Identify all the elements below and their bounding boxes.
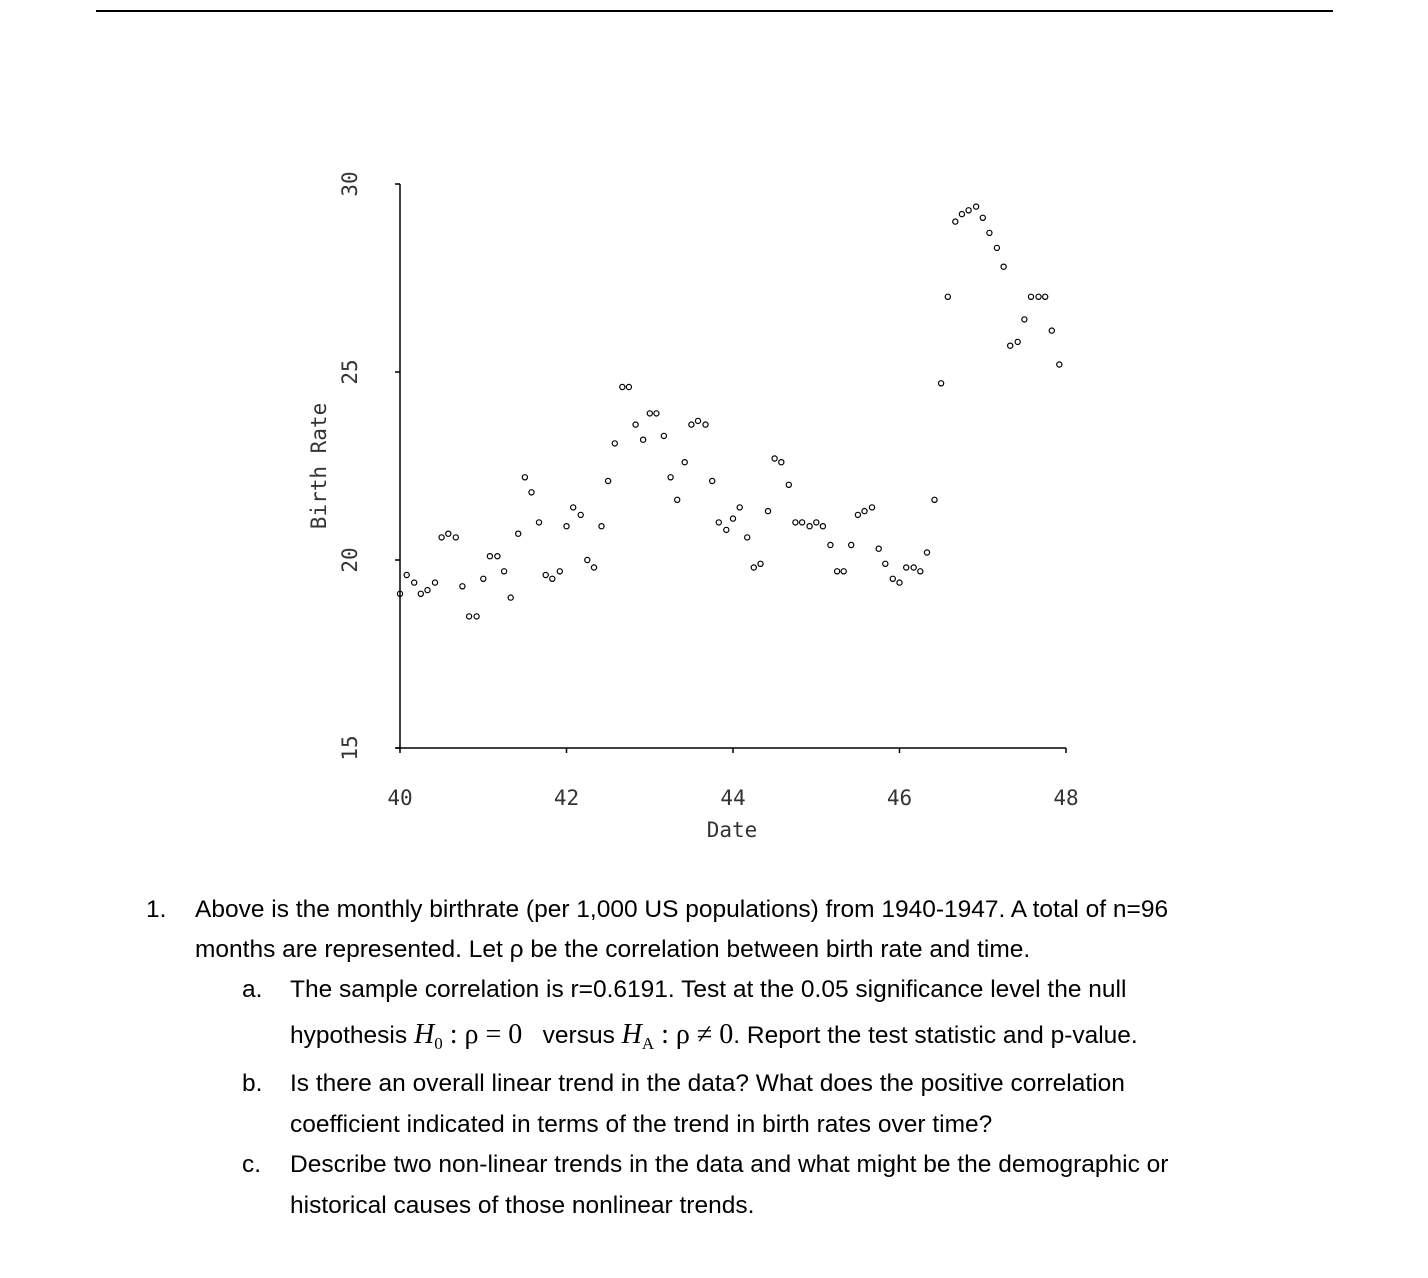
y-axis-label: Birth Rate (307, 402, 331, 530)
data-point (591, 565, 596, 570)
data-point (876, 546, 881, 551)
data-point (599, 524, 604, 529)
x-tick-label: 44 (720, 786, 746, 810)
data-point (626, 384, 631, 389)
data-point (716, 520, 721, 525)
question-number: 1. (146, 896, 167, 923)
data-point (606, 478, 611, 483)
data-point (869, 505, 874, 510)
hypothesis-word: hypothesis (290, 1022, 408, 1049)
part-b-label: b. (242, 1070, 263, 1097)
data-point (945, 294, 950, 299)
data-point (543, 572, 548, 577)
data-point (862, 509, 867, 514)
data-point (412, 580, 417, 585)
data-point (404, 572, 409, 577)
data-point (786, 482, 791, 487)
data-point (474, 614, 479, 619)
data-point (966, 208, 971, 213)
x-tick-label: 42 (553, 786, 580, 810)
data-point (745, 535, 750, 540)
alt-hypothesis-formula (621, 1019, 734, 1053)
x-tick-label: 40 (387, 786, 413, 810)
x-axis-label: Date (706, 818, 758, 842)
part-c-line-2: historical causes of those nonlinear trends. (290, 1192, 755, 1219)
data-point (487, 554, 492, 559)
data-point (758, 561, 763, 566)
data-point (918, 569, 923, 574)
data-point (953, 219, 958, 224)
data-point (695, 418, 700, 423)
data-point (772, 456, 777, 461)
data-point (904, 565, 909, 570)
data-point (578, 512, 583, 517)
data-point (481, 576, 486, 581)
data-point (828, 542, 833, 547)
data-point (529, 490, 534, 495)
data-point (675, 497, 680, 502)
data-point (730, 516, 735, 521)
data-point (1057, 362, 1062, 367)
data-point (612, 441, 617, 446)
data-point (641, 437, 646, 442)
data-point (467, 614, 472, 619)
data-point (793, 520, 798, 525)
data-point (855, 512, 860, 517)
part-a-label: a. (242, 976, 263, 1003)
data-point (849, 542, 854, 547)
data-point (1043, 294, 1048, 299)
data-point (1049, 328, 1054, 333)
data-point (724, 527, 729, 532)
question-intro-line-1: Above is the monthly birthrate (per 1,000 US populations) from 1940-1947. A total of n=96 (195, 896, 1169, 923)
data-point (585, 557, 590, 562)
x-tick-label: 48 (1053, 786, 1079, 810)
data-point (557, 569, 562, 574)
data-point (890, 576, 895, 581)
data-point (508, 595, 513, 600)
data-point (883, 561, 888, 566)
data-point (446, 531, 451, 536)
question-intro-line-2: months are represented. Let ρ be the correlation between birth rate and time. (195, 936, 1031, 963)
alt-hypothesis-subscript: A (641, 1034, 655, 1053)
data-point (661, 433, 666, 438)
data-point (800, 520, 805, 525)
data-point (1008, 343, 1013, 348)
y-tick-label: 15 (338, 735, 362, 761)
data-point (425, 588, 430, 593)
chart-points (397, 204, 1062, 619)
data-point (453, 535, 458, 540)
data-point (682, 460, 687, 465)
data-point (765, 509, 770, 514)
data-point (820, 524, 825, 529)
data-point (974, 204, 979, 209)
data-point (495, 554, 500, 559)
data-point (689, 422, 694, 427)
data-point (418, 591, 423, 596)
data-point (550, 576, 555, 581)
part-b-line-2: coefficient indicated in terms of the trend in birth rates over time? (290, 1111, 993, 1138)
data-point (911, 565, 916, 570)
x-tick-label: 46 (886, 786, 913, 810)
chart-axes (396, 184, 1066, 748)
data-point (668, 475, 673, 480)
part-c-line-1: Describe two non-linear trends in the data and what might be the demographic or (290, 1151, 1169, 1178)
data-point (835, 569, 840, 574)
data-point (932, 497, 937, 502)
null-hypothesis-rest: : ρ = 0 (442, 1019, 523, 1050)
data-point (460, 584, 465, 589)
y-tick-label: 25 (338, 359, 362, 385)
data-point (536, 520, 541, 525)
data-point (1022, 317, 1027, 322)
report-text: . Report the test statistic and p-value. (733, 1022, 1138, 1049)
data-point (432, 580, 437, 585)
data-point (779, 460, 784, 465)
part-b-line-1: Is there an overall linear trend in the data? What does the positive correlation (290, 1070, 1125, 1097)
part-a-line-2 (290, 1015, 1138, 1064)
alt-hypothesis-letter: H (621, 1019, 642, 1050)
data-point (502, 569, 507, 574)
data-point (1028, 294, 1033, 299)
data-point (959, 212, 964, 217)
data-point (633, 422, 638, 427)
y-tick-label: 20 (338, 547, 362, 573)
data-point (841, 569, 846, 574)
y-tick-label: 30 (338, 171, 362, 197)
data-point (924, 550, 929, 555)
data-point (751, 565, 756, 570)
data-point (1001, 264, 1006, 269)
alt-hypothesis-rest: : ρ ≠ 0 (654, 1019, 734, 1050)
null-hypothesis-subscript: 0 (434, 1034, 443, 1053)
versus-word: versus (542, 1022, 615, 1049)
data-point (897, 580, 902, 585)
data-point (710, 478, 715, 483)
data-point (807, 524, 812, 529)
data-point (1036, 294, 1041, 299)
data-point (994, 245, 999, 250)
data-point (522, 475, 527, 480)
data-point (1015, 339, 1020, 344)
data-point (654, 411, 659, 416)
null-hypothesis-formula (413, 1019, 523, 1053)
data-point (939, 381, 944, 386)
data-point (620, 384, 625, 389)
chart-ticks (338, 171, 1079, 810)
part-c-label: c. (242, 1151, 262, 1178)
data-point (439, 535, 444, 540)
data-point (647, 411, 652, 416)
data-point (814, 520, 819, 525)
data-point (571, 505, 576, 510)
data-point (737, 505, 742, 510)
data-point (987, 230, 992, 235)
part-a-line-1: The sample correlation is r=0.6191. Test at the 0.05 significance level the null (290, 976, 1127, 1003)
data-point (516, 531, 521, 536)
null-hypothesis-letter: H (413, 1019, 435, 1050)
data-point (980, 215, 985, 220)
question-intro (195, 890, 1315, 970)
data-point (564, 524, 569, 529)
data-point (703, 422, 708, 427)
